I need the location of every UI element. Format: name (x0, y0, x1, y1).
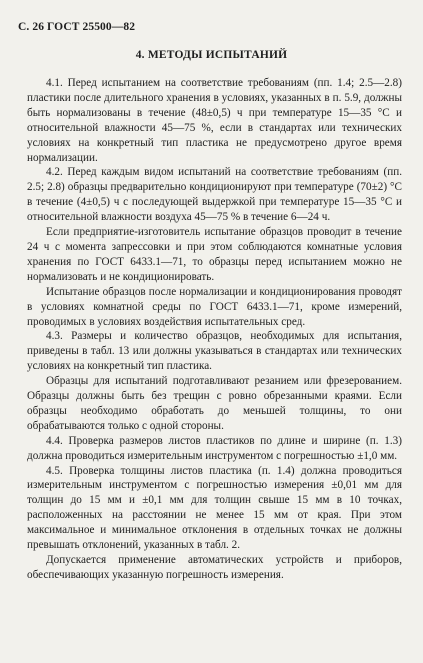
paragraph-sample-preparation: Образцы для испытаний подготавливают резанием или фрезерованием. Образцы должны быть без трещин с ровно обрезанными краями. Если образцы необходимо обработать до меньшей толщины, то они обрабатываются только с одной стороны. (27, 375, 402, 432)
paragraph-test-conditions: Испытание образцов после нормализации и кондиционирования проводят в условиях комнатной среды по ГОСТ 6433.1—71, кроме измерений, проводимых в условиях воздействия испытательных сред. (27, 285, 402, 328)
paragraph-automatic-devices: Допускается применение автоматических устройств и приборов, обеспечивающих указанную погрешность измерения. (27, 554, 402, 581)
paragraph-storage-exception: Если предприятие-изготовитель испытание образцов проводит в течение 24 ч с момента запрессовки и при этом соблюдаются комнатные условия хранения по ГОСТ 6433.1—71, то образцы перед испытанием можно не нормализовать и не кондиционировать. (27, 226, 402, 283)
paragraph-4-3: 4.3. Размеры и количество образцов, необходимых для испытания, приведены в табл. 13 или должны указываться в стандартах или технических условиях на конкретный тип пластика. (27, 330, 402, 373)
paragraph-4-1: 4.1. Перед испытанием на соответствие требованиям (пп. 1.4; 2.5—2.8) пластики после длительного хранения в условиях, указанных в п. 5.9, должны быть нормализованы в течение (48±0,5) ч при температуре 15—35 °C и относительной влажности 45—75 %, если в стандартах или технических условиях на конкретный тип пластика не предусмотрено другое время нормализации. (27, 77, 402, 164)
paragraph-4-4: 4.4. Проверка размеров листов пластиков по длине и ширине (п. 1.3) должна проводиться измерительным инструментом с погрешностью ±1,0 мм. (27, 434, 402, 462)
section-title: 4. МЕТОДЫ ИСПЫТАНИЙ (135, 49, 288, 61)
paragraph-4-5: 4.5. Проверка толщины листов пластика (п. 1.4) должна проводиться измерительным инструментом с погрешностью измерения ±0,01 мм для толщин до 15 мм и ±0,1 мм для толщин свыше 15 мм в 10 точках, расположенных на расстоянии не менее 15 мм от края. При этом максимальное и минимальное отклонения в отдельных точках не должны превышать отклонений, указанных в табл. 2. (27, 464, 402, 552)
paragraph-4-2: 4.2. Перед каждым видом испытаний на соответствие требованиям (пп. 2.5; 2.8) образцы предварительно кондиционируют при температуре (70±2) °C в течение (4±0,5) ч с последующей выдержкой при температуре 15—35 °C и относительной влажности воздуха 45—75 % в течение 6—24 ч. (27, 166, 402, 224)
section-body (27, 76, 402, 583)
page-header: С. 26 ГОСТ 25500—82 (18, 21, 136, 33)
